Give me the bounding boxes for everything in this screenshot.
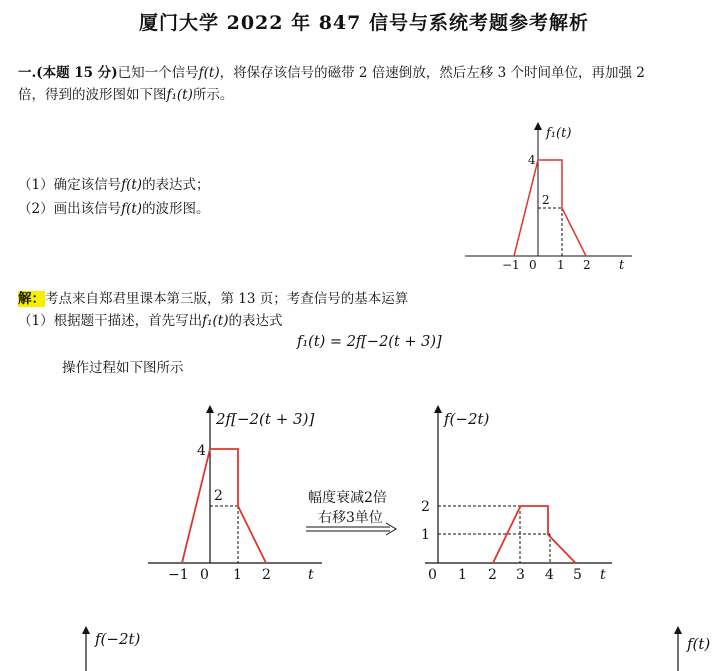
xtick-1: 1 [233,567,242,583]
xtick-4: 4 [545,567,554,583]
arrow-label-2: 右移3单位 [318,510,383,526]
plot-left [148,409,322,583]
xtick-2: 2 [488,567,497,583]
ytick-1: 1 [421,527,430,543]
problem-text-3: 倍，得到的波形图如下图 [18,87,167,103]
solution-label: 解： [18,291,45,307]
equation: f₁(t) = 2f[−2(t + 3)] [297,334,442,350]
arrow-head-icon [386,523,396,535]
ytick-4: 4 [528,153,536,167]
plot-bottom-left [86,630,141,671]
solution-reference: 考点来自郑君里课本第三版，第 13 页；考查信号的基本运算 [45,291,409,307]
xtick-1: 1 [557,258,565,272]
xtick-3: 3 [516,567,525,583]
plot-f1-ylabel: f₁(t) [546,126,572,141]
step-1-text-b: 的表达式 [228,313,283,329]
left-curve [182,449,266,563]
question-1-text-a: （1）确定该信号 [18,177,122,193]
problem-text-4: 所示。 [192,87,234,103]
plot-left-ylabel: 2f[−2(t + 3)] [216,410,315,428]
question-2-signal: f(t) [121,201,143,217]
plot-bottom-left-ylabel: f(−2t) [95,630,141,648]
plot-right [421,409,612,583]
operations-caption: 操作过程如下图所示 [62,360,184,376]
xlabel-t: t [619,258,625,273]
ytick-2: 2 [421,499,430,515]
xtick-neg1: −1 [168,567,189,583]
problem-text-1: 已知一个信号 [117,65,199,81]
plot-bottom-right-ylabel: f(t) [687,635,711,653]
plot-bottom-right [678,630,710,671]
step-1-signal: f₁(t) [202,313,229,329]
ytick-4: 4 [197,443,206,459]
page-title: 厦门大学 2022 年 847 信号与系统考题参考解析 [138,12,589,34]
xtick-5: 5 [573,567,582,583]
ytick-2: 2 [214,488,223,504]
arrow-label-1: 幅度衰减2倍 [308,490,387,506]
question-1-text-b: 的表达式； [142,177,210,193]
xtick-2: 2 [262,567,271,583]
signal-symbol: f(t) [198,65,220,81]
xtick-0: 0 [529,258,537,272]
question-1-signal: f(t) [121,177,143,193]
problem-points: (本题 15 分) [36,65,118,81]
plot-f1 [465,126,632,273]
xtick-0: 0 [428,567,437,583]
xlabel-t: t [600,567,606,583]
question-2-text-a: （2）画出该信号 [18,201,122,217]
xtick-1: 1 [458,567,467,583]
xtick-0: 0 [200,567,209,583]
transform-arrow [306,489,396,535]
xtick-neg1: −1 [502,258,520,272]
plot-right-ylabel: f(−2t) [444,410,490,428]
signal-f1-symbol: f₁(t) [166,87,193,103]
step-1-text-a: （1）根据题干描述，首先写出 [18,313,203,329]
question-2-text-b: 的波形图。 [142,201,210,217]
xlabel-t: t [308,567,314,583]
ytick-2: 2 [542,193,550,207]
problem-text-2: ，将保存该信号的磁带 2 倍速倒放，然后左移 3 个时间单位，再加强 2 [219,65,645,81]
problem-number: 一. [18,65,37,81]
xtick-2: 2 [583,258,591,272]
